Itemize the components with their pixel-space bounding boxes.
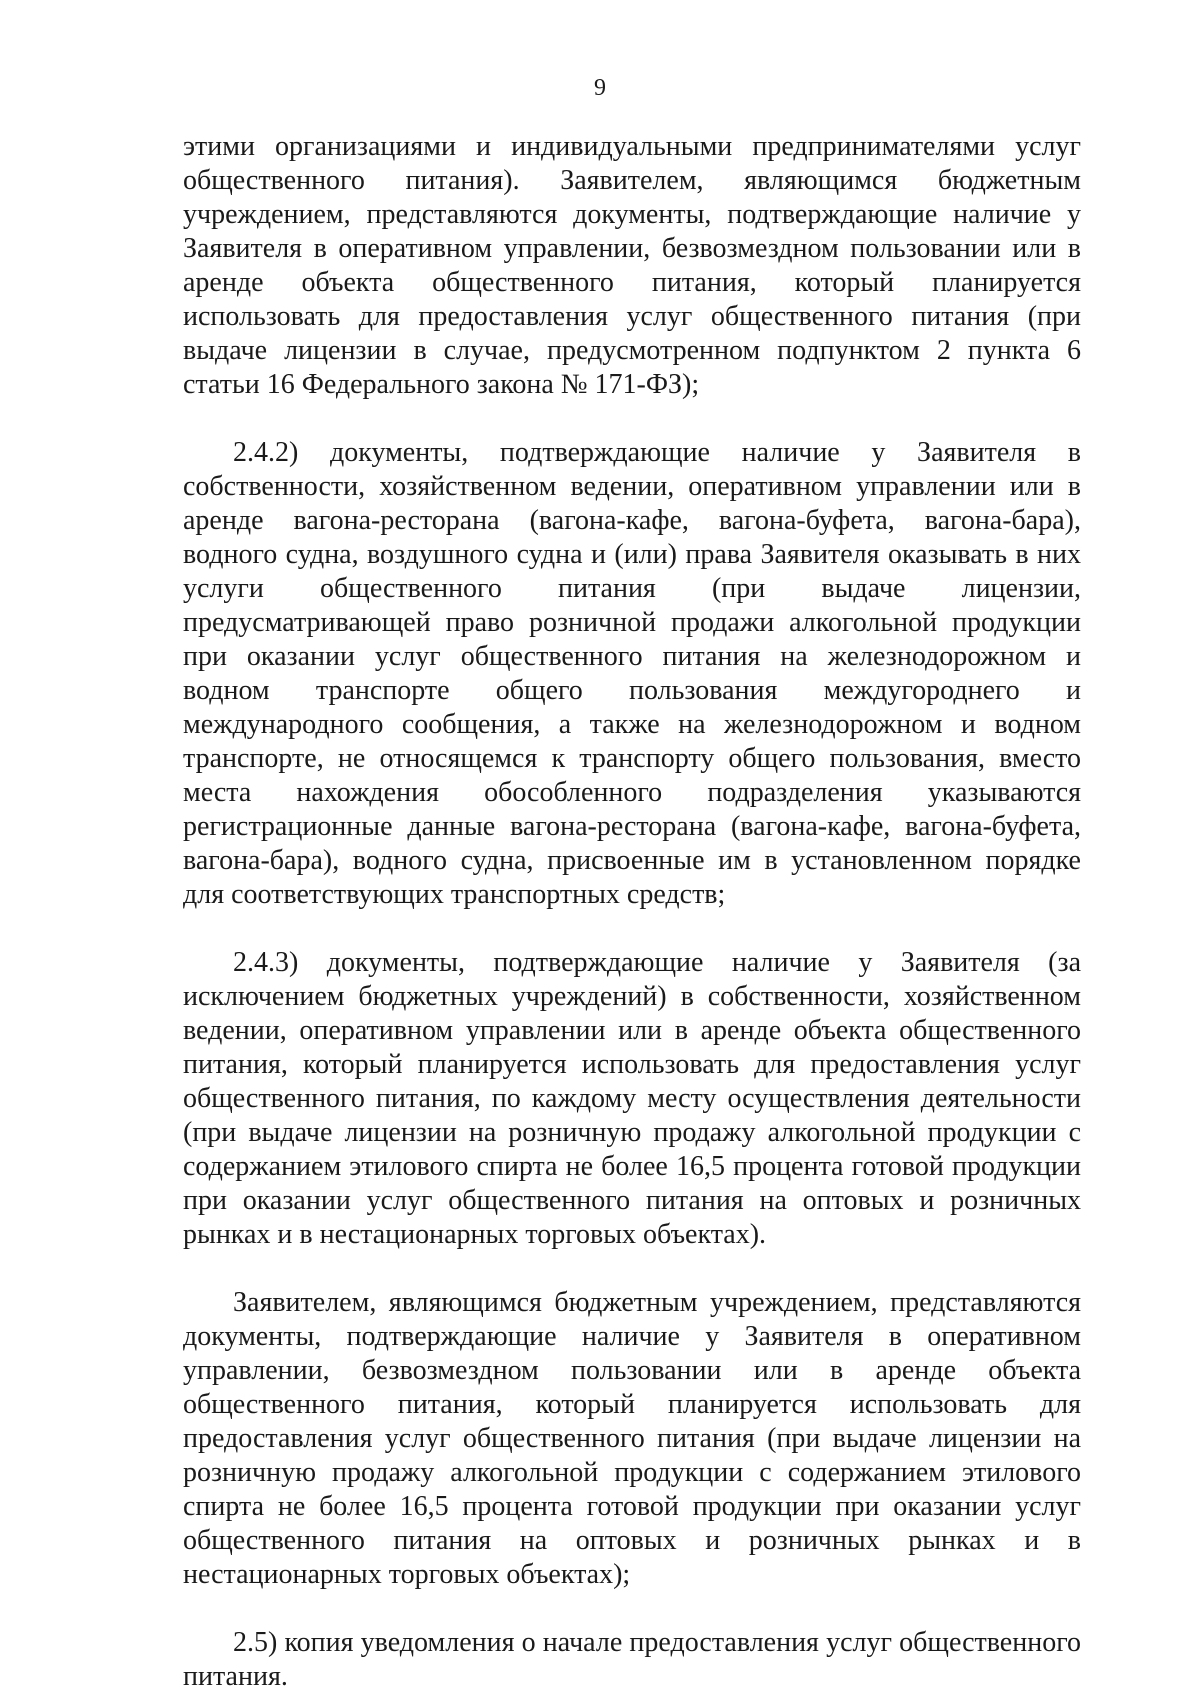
paragraph-2-5: 2.5) копия уведомления о начале предоставления услуг общественного питания. xyxy=(183,1627,1081,1692)
document-body xyxy=(183,130,1081,1694)
paragraph-continuation: этими организациями и индивидуальными предпринимателями услуг общественного питания). Заявителем, являющимся бюджетным учреждением, представляются документы, подтверждающие наличие у Заявителя в оперативном управлении, безвозмездном пользовании или в аренде объекта общественного питания, который планируется использовать для предоставления услуг общественного питания (при выдаче лицензии в случае, предусмотренном подпунктом 2 пункта 6 статьи 16 Федерального закона № 171-ФЗ); xyxy=(183,131,1081,400)
paragraph-2-4-3: 2.4.3) документы, подтверждающие наличие у Заявителя (за исключением бюджетных учреждений) в собственности, хозяйственном ведении, оперативном управлении или в аренде объекта общественного питания, который планируется использовать для предоставления услуг общественного питания, по каждому месту осуществления деятельности (при выдаче лицензии на розничную продажу алкогольной продукции с содержанием этилового спирта не более 16,5 процента готовой продукции при оказании услуг общественного питания на оптовых и розничных рынках и в нестационарных торговых объектах). xyxy=(183,947,1081,1250)
paragraph-budget-institution: Заявителем, являющимся бюджетным учреждением, представляются документы, подтверждающие наличие у Заявителя в оперативном управлении, безвозмездном пользовании или в аренде объекта общественного питания, который планируется использовать для предоставления услуг общественного питания (при выдаче лицензии на розничную продажу алкогольной продукции с содержанием этилового спирта не более 16,5 процента готовой продукции при оказании услуг общественного питания на оптовых и розничных рынках и в нестационарных торговых объектах); xyxy=(183,1287,1081,1590)
paragraph-2-4-2: 2.4.2) документы, подтверждающие наличие у Заявителя в собственности, хозяйственном ведении, оперативном управлении или в аренде вагона-ресторана (вагона-кафе, вагона-буфета, вагона-бара), водного судна, воздушного судна и (или) права Заявителя оказывать в них услуги общественного питания (при выдаче лицензии, предусматривающей право розничной продажи алкогольной продукции при оказании услуг общественного питания на железнодорожном и водном транспорте общего пользования междугороднего и международного сообщения, а также на железнодорожном и водном транспорте, не относящемся к транспорту общего пользования, вместо места нахождения обособленного подразделения указываются регистрационные данные вагона-ресторана (вагона-кафе, вагона-буфета, вагона-бара), водного судна, присвоенные им в установленном порядке для соответствующих транспортных средств; xyxy=(183,437,1081,910)
page-number: 9 xyxy=(594,75,606,101)
